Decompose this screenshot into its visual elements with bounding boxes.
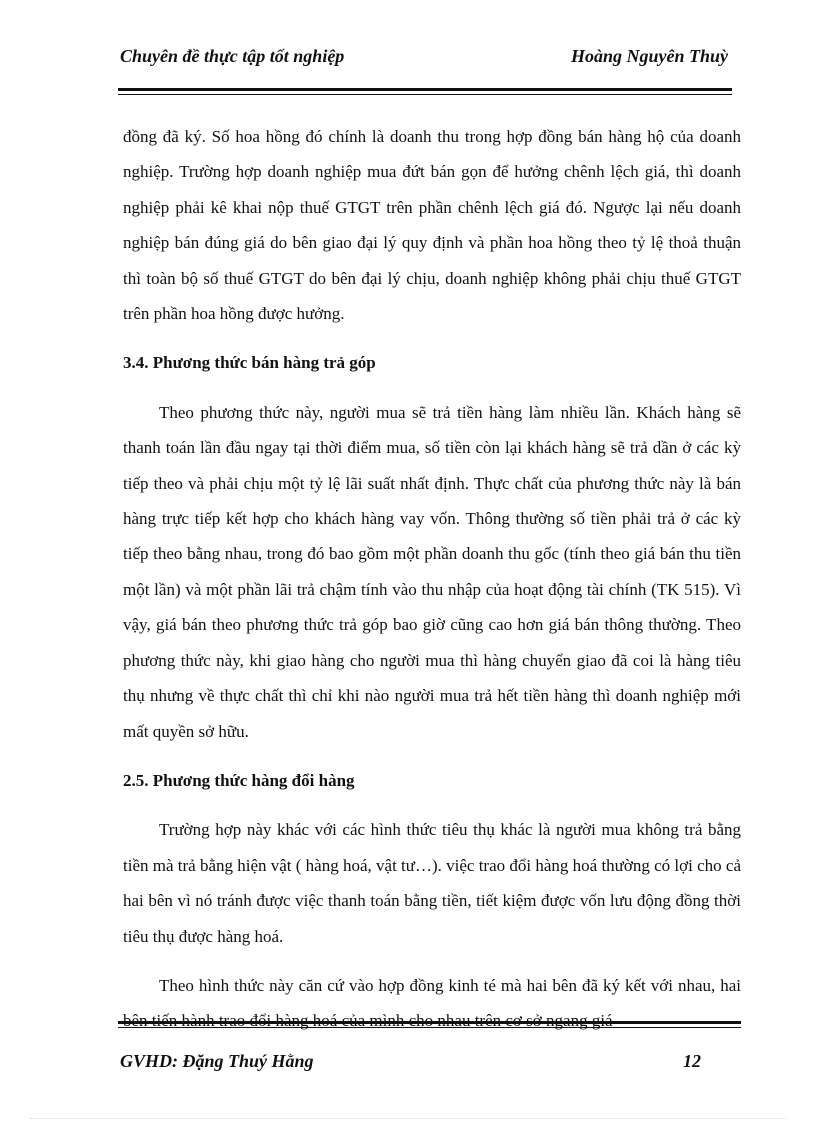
header-title: Chuyên đề thực tập tốt nghiệp [120,46,345,66]
footer-rule [118,1021,741,1028]
page-edge-dotted-line [30,1118,786,1119]
page-footer [120,1051,701,1072]
page-body [123,119,741,1039]
paragraph-installment: Theo phương thức này, người mua sẽ trả tiền hàng làm nhiều lần. Khách hàng sẽ thanh toán lần đầu ngay tại thời điểm mua, số tiền còn lại khách hàng sẽ trả dần ở các kỳ tiếp theo và phải chịu một tỷ lệ lãi suất nhất định. Thực chất của phương thức này là bán hàng trực tiếp kết hợp cho khách hàng vay vốn. Thông thường số tiền phải trả ở các kỳ tiếp theo bằng nhau, trong đó bao gồm một phần doanh thu gốc (tính theo giá bán thu tiền một lần) và một phần lãi trả chậm tính vào thu nhập của hoạt động tài chính (TK 515). Vì vậy, giá bán theo phương thức trả góp bao giờ cũng cao hơn giá bán thông thường. Theo phương thức này, khi giao hàng cho người mua thì hàng chuyển giao đã coi là hàng tiêu thụ nhưng về thực chất thì chỉ khi nào người mua trả hết tiền hàng thì doanh nghiệp mới mất quyền sở hữu. [123,402,741,741]
paragraph-barter-2: Theo hình thức này căn cứ vào hợp đồng kinh té mà hai bên đã ký kết với nhau, hai bên tiến hành trao đổi hàng hoá của mình cho nhau trên cơ sở ngang giá [123,975,741,1031]
header-author: Hoàng Nguyên Thuỳ [570,46,728,66]
footer-supervisor: GVHD: Đặng Thuý Hằng [120,1051,314,1071]
page-header [120,46,728,67]
section-heading-installment: 3.4. Phương thức bán hàng trả góp [123,353,376,373]
paragraph-commission: đồng đã ký. Số hoa hồng đó chính là doanh thu trong hợp đồng bán hàng hộ của doanh nghiệp. Trường hợp doanh nghiệp mua đứt bán gọn để hưởng chênh lệch giá, thì doanh nghiệp phải kê khai nộp thuế GTGT trên phần chênh lệch giá đó. Ngược lại nếu doanh nghiệp bán đúng giá do bên giao đại lý quy định và phần hoa hồng theo tỷ lệ thoả thuận thì toàn bộ số thuế GTGT do bên đại lý chịu, doanh nghiệp không phải chịu thuế GTGT trên phần hoa hồng được hưởng. [123,127,741,324]
paragraph-barter-1: Trường hợp này khác với các hình thức tiêu thụ khác là người mua không trả bằng tiền mà trả bằng hiện vật ( hàng hoá, vật tư…). việc trao đổi hàng hoá thường có lợi cho cả hai bên vì nó tránh được việc thanh toán bằng tiền, tiết kiệm được vốn lưu động đồng thời tiêu thụ được hàng hoá. [123,820,741,946]
section-heading-barter: 2.5. Phương thức hàng đổi hàng [123,770,355,790]
page-number: 12 [683,1051,701,1071]
header-rule [118,88,732,95]
